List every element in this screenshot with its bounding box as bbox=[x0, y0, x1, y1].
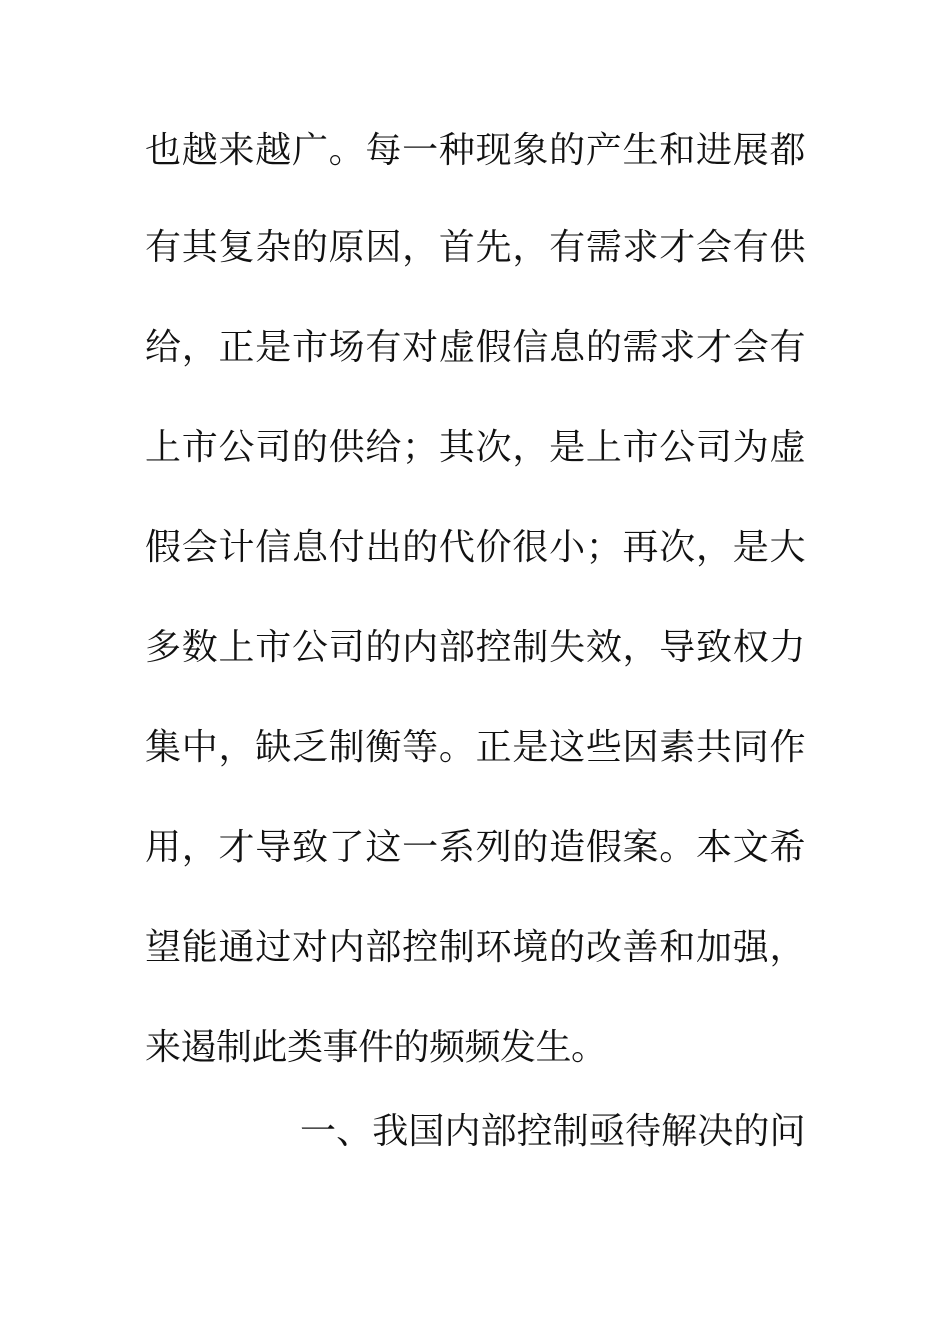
paragraph-line-2: 有其复杂的原因，首先，有需求才会有供 bbox=[145, 227, 805, 268]
paragraph-line-7: 集中，缺乏制衡等。正是这些因素共同作 bbox=[145, 727, 805, 768]
paragraph-line-3: 给，正是市场有对虚假信息的需求才会有 bbox=[145, 327, 805, 368]
paragraph-line-4: 上市公司的供给；其次，是上市公司为虚 bbox=[145, 427, 805, 468]
paragraph-line-9: 望能通过对内部控制环境的改善和加强， bbox=[145, 927, 805, 968]
paragraph-line-10: 来遏制此类事件的频频发生。 bbox=[145, 1027, 607, 1068]
paragraph-line-8: 用，才导致了这一系列的造假案。本文希 bbox=[145, 827, 805, 868]
section-heading: 一、我国内部控制亟待解决的问 bbox=[300, 1111, 805, 1152]
paragraph-line-5: 假会计信息付出的代价很小；再次，是大 bbox=[145, 527, 805, 568]
paragraph-line-6: 多数上市公司的内部控制失效，导致权力 bbox=[145, 627, 805, 668]
paragraph-line-1: 也越来越广。每一种现象的产生和进展都 bbox=[145, 130, 805, 171]
